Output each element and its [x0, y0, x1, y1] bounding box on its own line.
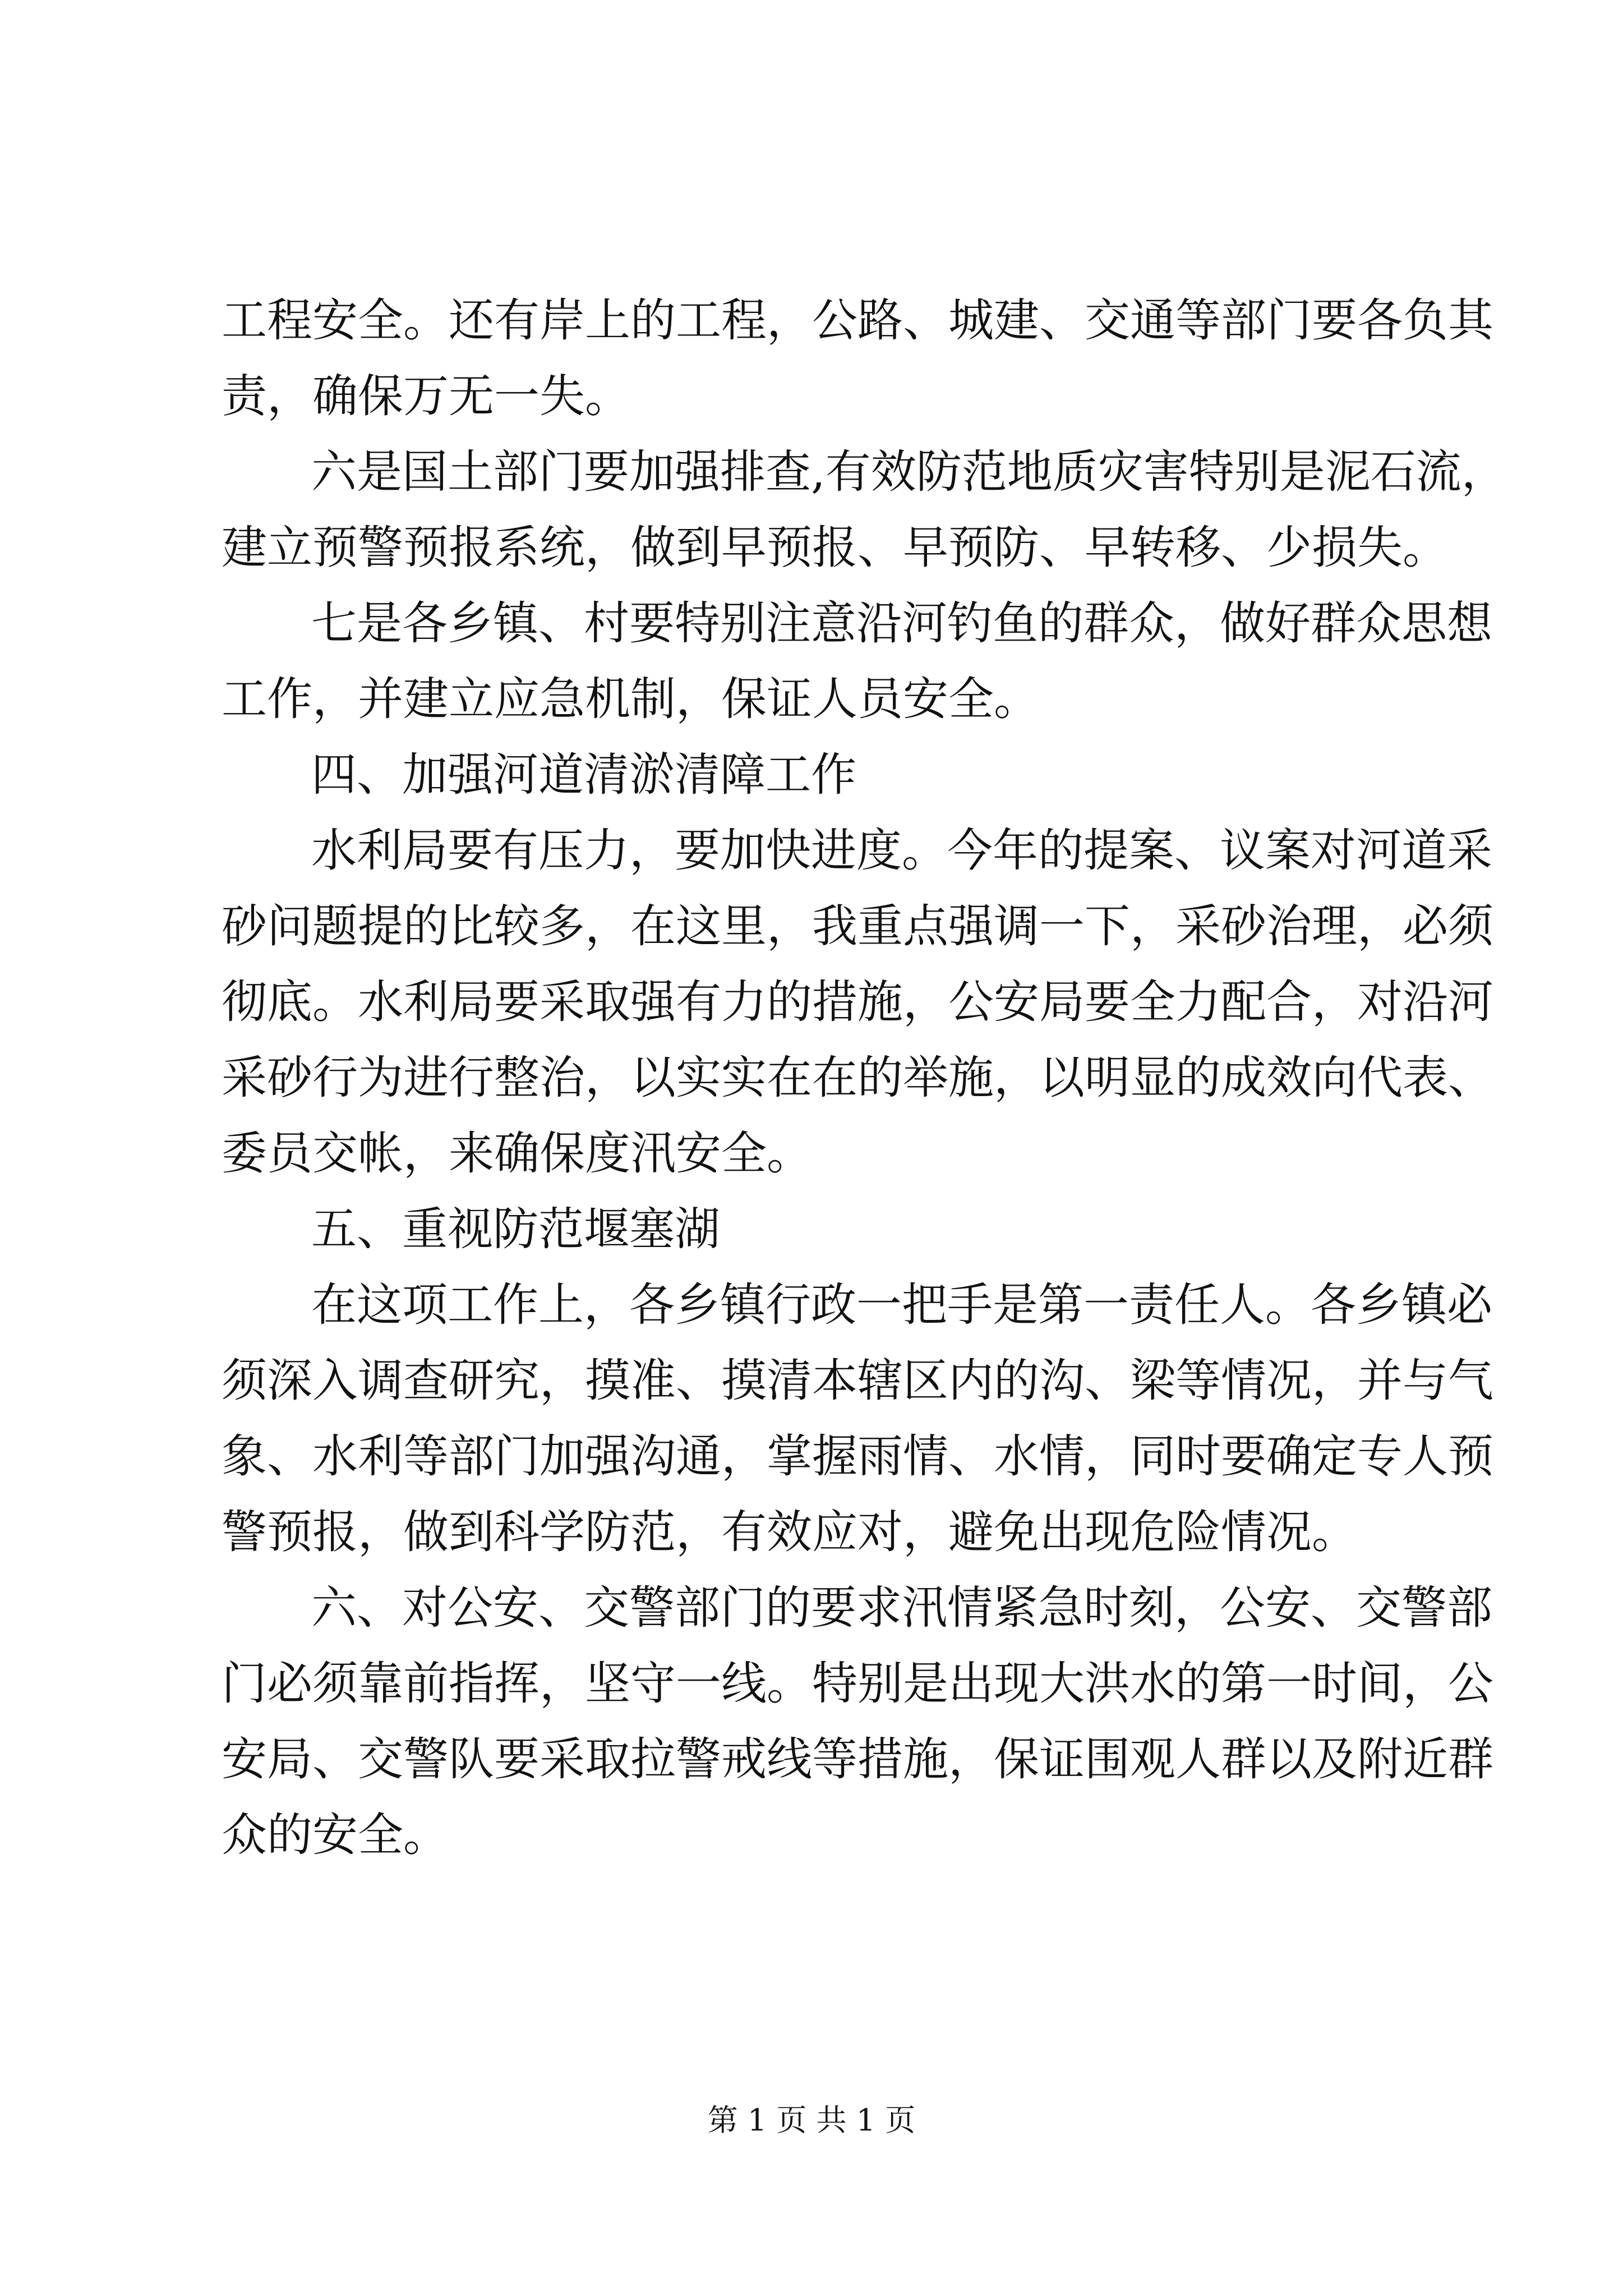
text-line: 建立预警预报系统，做到早预报、早预防、早转移、少损失。: [222, 522, 1449, 574]
text-line: 彻底。水利局要采取强有力的措施，公安局要全力配合，对沿河: [222, 976, 1494, 1029]
text-line: 门必须靠前指挥，坚守一线。特别是出现大洪水的第一时间，公: [222, 1658, 1494, 1710]
paragraph-line: 六是国土部门要加强排查,有效防范地质灾害特别是泥石流，: [311, 446, 1507, 499]
text-line: 责，确保万无一失。: [222, 370, 631, 423]
page-number-label: 第 1 页 共 1 页: [707, 2102, 916, 2138]
text-line: 采砂行为进行整治，以实实在在的举施，以明显的成效向代表、: [222, 1052, 1494, 1105]
document-body: [222, 283, 1507, 1874]
text-line: 委员交帐，来确保度汛安全。: [222, 1128, 813, 1180]
text-line: 象、水利等部门加强沟通，掌握雨情、水情，同时要确定专人预: [222, 1430, 1494, 1483]
text-line: 工作，并建立应急机制，保证人员安全。: [222, 673, 1040, 726]
text-line: 须深入调查研究，摸准、摸清本辖区内的沟、梁等情况，并与气: [222, 1355, 1494, 1407]
text-line: 安局、交警队要采取拉警戒线等措施，保证围观人群以及附近群: [222, 1733, 1494, 1786]
paragraph-line: 七是各乡镇、村要特别注意沿河钓鱼的群众，做好群众思想: [311, 597, 1493, 650]
paragraph-line: 在这项工作上，各乡镇行政一把手是第一责任人。各乡镇必: [311, 1279, 1493, 1332]
paragraph-line: 六、对公安、交警部门的要求汛情紧急时刻，公安、交警部: [311, 1582, 1493, 1635]
text-line: 警预报，做到科学防范，有效应对，避免出现危险情况。: [222, 1506, 1358, 1559]
text-line: 工程安全。还有岸上的工程，公路、城建、交通等部门要各负其: [222, 295, 1494, 347]
page-footer: [0, 2101, 1623, 2140]
paragraph-line: 水利局要有压力，要加快进度。今年的提案、议案对河道采: [311, 825, 1493, 877]
text-line: 众的安全。: [222, 1809, 449, 1862]
section-heading: 四、加强河道清淤清障工作: [311, 749, 857, 802]
text-line: 砂问题提的比较多，在这里，我重点强调一下，采砂治理，必须: [222, 900, 1494, 953]
section-heading: 五、重视防范堰塞湖: [311, 1203, 721, 1256]
